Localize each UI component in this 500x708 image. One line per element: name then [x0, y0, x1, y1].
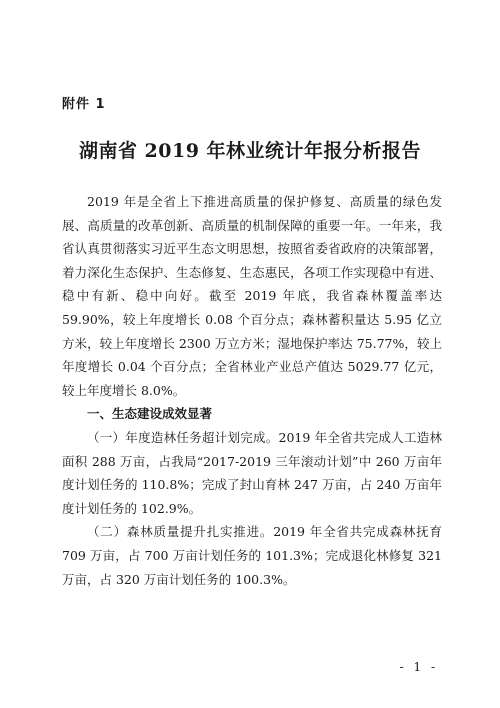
section-heading-ecology: 一、生态建设成效显著	[87, 406, 213, 422]
item-afforestation-text: 2019 年全省共完成人工造林面积 288 万亩，占我局“2017-2019 三年滚动计划”中 260 万亩年度计划任务的 110.8%；完成了封山育林 247 万亩，占 240 万亩年度计划任务的 102.9%。	[62, 429, 442, 516]
item-afforestation	[62, 426, 442, 520]
item-forest-quality	[62, 520, 442, 591]
item-forest-quality-text: 2019 年全省共完成森林抚育 709 万亩，占 700 万亩计划任务的 101.3%；完成退化林修复 321 万亩，占 320 万亩计划任务的 100.3%。	[62, 524, 442, 587]
page-number: - 1 -	[399, 660, 438, 674]
attachment-label: 附件 1	[62, 97, 106, 112]
item-forest-quality-lead: （二）森林质量提升扎实推进。	[87, 524, 274, 540]
document-title: 湖南省 2019 年林业统计年报分析报告	[78, 140, 422, 162]
intro-paragraph: 2019 年是全省上下推进高质量的保护修复、高质量的绿色发展、高质量的改革创新、高质量的机制保障的重要一年。一年来，我省认真贯彻落实习近平生态文明思想，按照省委省政府的决策部署，着力深化生态保护、生态修复、生态惠民，各项工作实现稳中有进、稳中有新、稳中向好。截至 2019 年底，我省森林覆盖率达 59.90%，较上年度增长 0.08 个百分点；森林蓄积量达 5.95 亿立方米，较上年度增长 2300 万立方米；湿地保护率达 75.77%，较上年度增长 0.04 个百分点；全省林业产业总产值达 5029.77 亿元，较上年度增长 8.0%。	[62, 194, 442, 398]
item-afforestation-lead: （一）年度造林任务超计划完成。	[87, 429, 279, 445]
document-body	[62, 190, 442, 591]
